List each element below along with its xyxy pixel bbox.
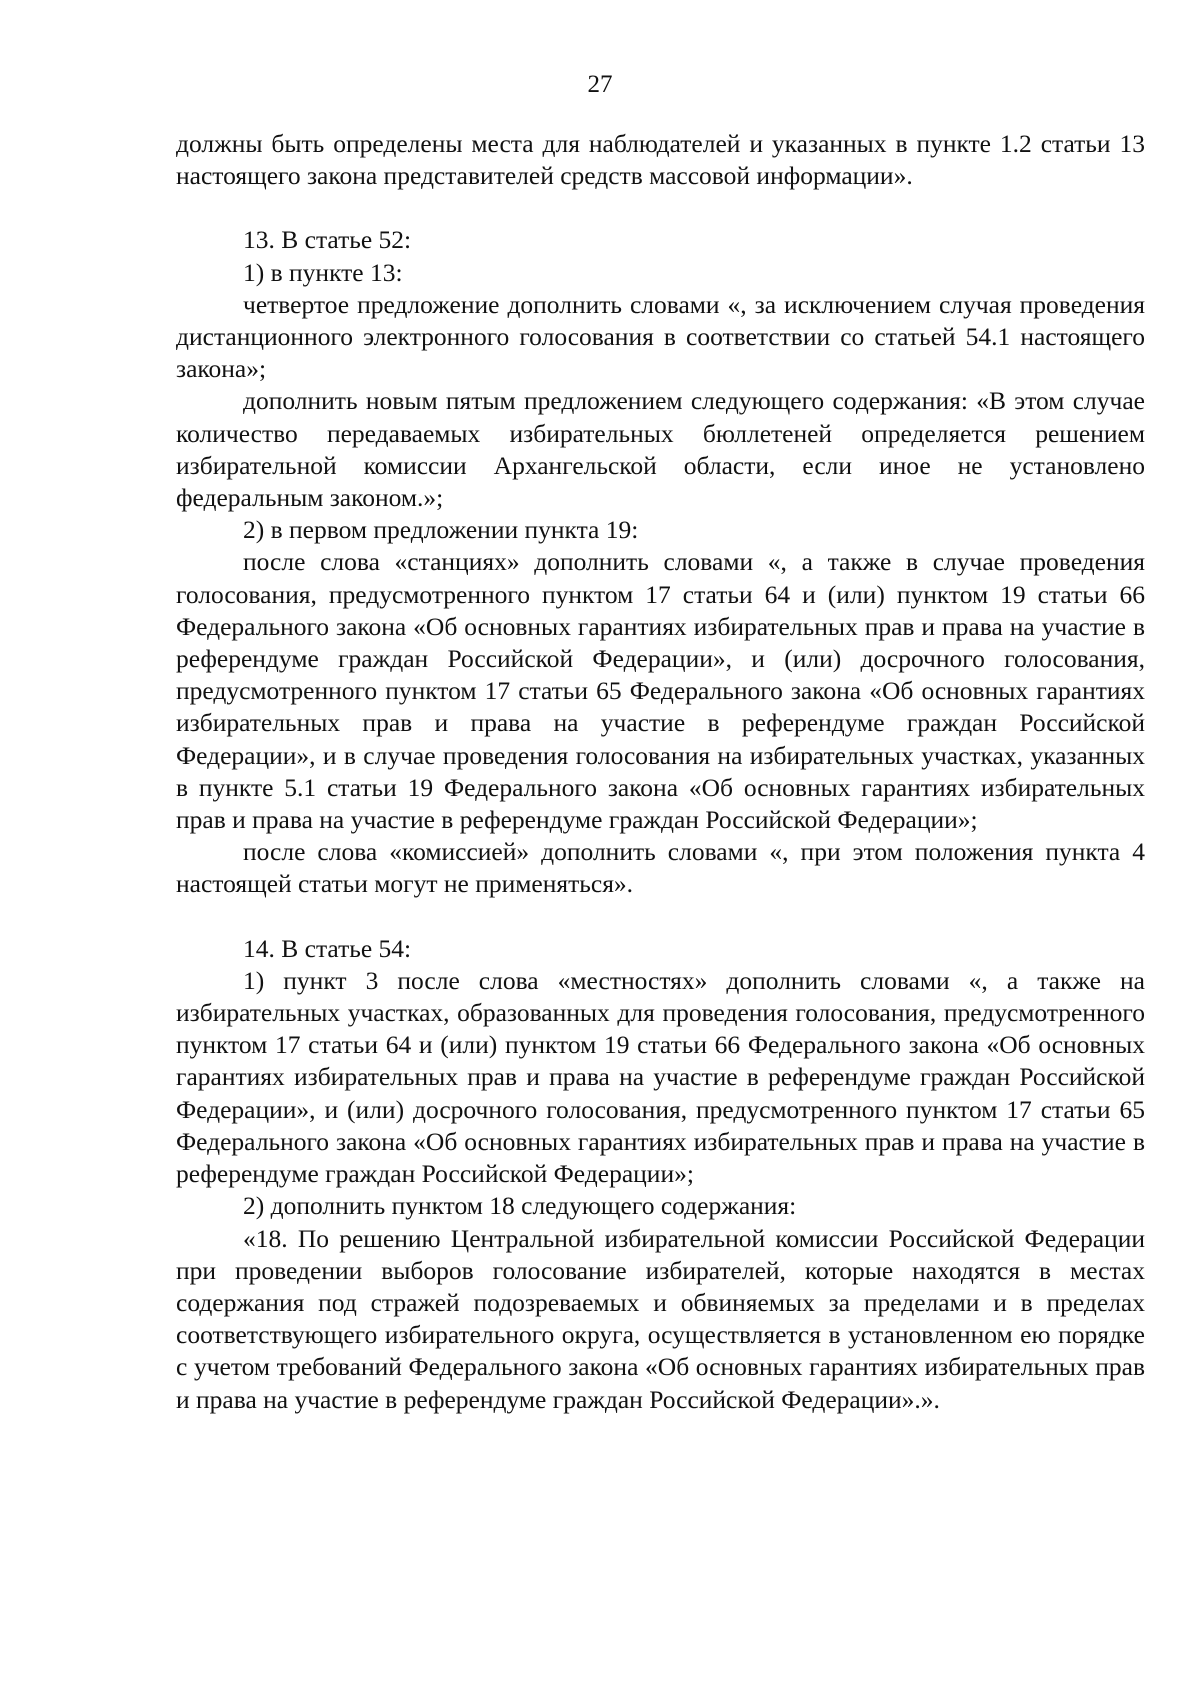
paragraph-item: после слова «комиссией» дополнить словами «, при этом положения пункта 4 настоящей статьи могут не применяться». (176, 837, 1145, 899)
paragraph-item: 2) в первом предложении пункта 19: (243, 515, 639, 545)
document-body (176, 128, 1145, 1416)
paragraph-continuation: должны быть определены места для наблюдателей и указанных в пункте 1.2 статьи 13 настоящего закона представителей средств массовой информации». (176, 129, 1145, 191)
paragraph-item: после слова «станциях» дополнить словами «, а также в случае проведения голосования, предусмотренного пунктом 17 статьи 64 и (или) пунктом 19 статьи 66 Федерального закона «Об основных гарантиях избирательных прав и права на участие в референдуме граждан Российской Федерации», и (или) досрочного голосования, предусмотренного пунктом 17 статьи 65 Федерального закона «Об основных гарантиях избирательных прав и права на участие в референдуме граждан Российской Федерации», и в случае проведения голосования на избирательных участках, указанных в пункте 5.1 статьи 19 Федерального закона «Об основных гарантиях избирательных прав и права на участие в референдуме граждан Российской Федерации»; (176, 547, 1145, 835)
paragraph-item: 1) в пункте 13: (243, 257, 403, 287)
paragraph-section-14-heading: 14. В статье 54: (243, 933, 412, 963)
paragraph-item: дополнить новым пятым предложением следующего содержания: «В этом случае количество передаваемых избирательных бюллетеней определяется решением избирательной комиссии Архангельской области, если иное не установлено федеральным законом.»; (176, 386, 1145, 513)
page-number: 27 (587, 71, 613, 98)
paragraph-item: «18. По решению Центральной избирательной комиссии Российской Федерации при проведении выборов голосование избирателей, которые находятся в местах содержания под стражей подозреваемых и обвиняемых за пределами и в пределах соответствующего избирательного округа, осуществляется в установленном ею порядке с учетом требований Федерального закона «Об основных гарантиях избирательных прав и права на участие в референдуме граждан Российской Федерации».». (176, 1223, 1145, 1414)
paragraph-item: 1) пункт 3 после слова «местностях» дополнить словами «, а также на избирательных участках, образованных для проведения голосования, предусмотренного пунктом 17 статьи 64 и (или) пунктом 19 статьи 66 Федерального закона «Об основных гарантиях избирательных прав и права на участие в референдуме граждан Российской Федерации», и (или) досрочного голосования, предусмотренного пунктом 17 статьи 65 Федерального закона «Об основных гарантиях избирательных прав и права на участие в референдуме граждан Российской Федерации»; (176, 965, 1145, 1189)
paragraph-item: 2) дополнить пунктом 18 следующего содержания: (243, 1191, 797, 1221)
paragraph-item: четвертое предложение дополнить словами «, за исключением случая проведения дистанционного электронного голосования в соответствии со статьей 54.1 настоящего закона»; (176, 289, 1145, 384)
paragraph-section-13-heading: 13. В статье 52: (243, 225, 412, 255)
